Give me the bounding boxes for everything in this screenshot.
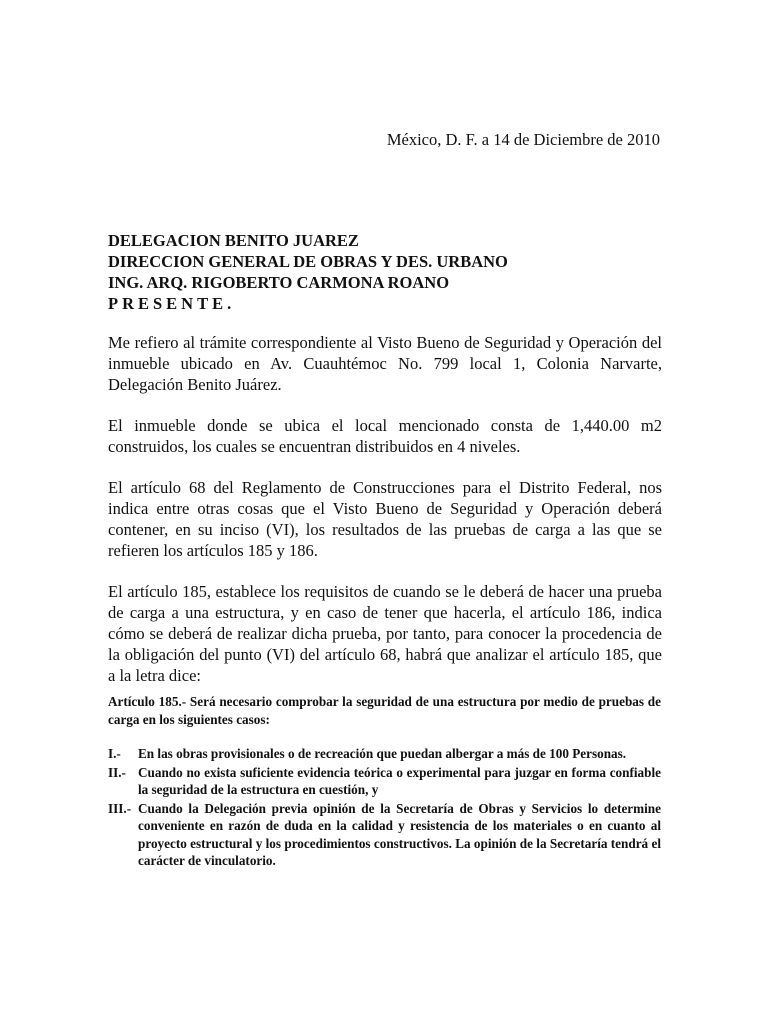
article-185-quote	[108, 693, 661, 871]
paragraph-3: El artículo 68 del Reglamento de Construcciones para el Distrito Federal, nos indica entre otras cosas que el Visto Bueno de Seguridad y Operación deberá contener, en su inciso (VI), los resultados de las pruebas de carga a las que se refieren los artículos 185 y 186.	[108, 478, 662, 560]
article-case-item	[108, 764, 661, 799]
case-number: III.-	[108, 800, 132, 816]
case-text: Cuando la Delegación previa opinión de la Secretaría de Obras y Servicios lo determine conveniente en razón de duda en la calidad y resistencia de los materiales o en cuanto al proyecto estructural y los procedimientos constructivos. La opinión de la Secretaría tendrá el carácter de vinculatorio.	[138, 800, 661, 868]
paragraph-1: Me refiero al trámite correspondiente al Visto Bueno de Seguridad y Operación del inmueble ubicado en Av. Cuauhtémoc No. 799 local 1, Colonia Narvarte, Delegación Benito Juárez.	[108, 333, 662, 394]
recipient-line-1: DELEGACION BENITO JUAREZ	[108, 231, 359, 250]
date-line: México, D. F. a 14 de Diciembre de 2010	[386, 130, 660, 149]
case-number: II.-	[108, 764, 126, 780]
letter-body	[108, 332, 662, 706]
recipient-line-3: ING. ARQ. RIGOBERTO CARMONA ROANO	[108, 273, 450, 292]
article-case-item	[108, 800, 661, 870]
recipient-block	[108, 230, 668, 314]
case-text: Cuando no exista suficiente evidencia teórica o experimental para juzgar en forma confiable la seguridad de la estructura en cuestión, y	[138, 764, 661, 797]
recipient-line-2: DIRECCION GENERAL DE OBRAS Y DES. URBANO	[108, 252, 508, 271]
paragraph-2: El inmueble donde se ubica el local mencionado consta de 1,440.00 m2 construidos, los cuales se encuentran distribuidos en 4 niveles.	[108, 416, 662, 456]
article-cases-list	[108, 745, 661, 870]
recipient-presente: PRESENTE.	[108, 294, 236, 313]
article-intro: Artículo 185.- Será necesario comprobar la seguridad de una estructura por medio de pruebas de carga en los siguientes casos:	[108, 694, 661, 727]
case-number: I.-	[108, 746, 121, 761]
case-text: En las obras provisionales o de recreación que puedan albergar a más de 100 Personas.	[138, 746, 627, 761]
paragraph-4: El artículo 185, establece los requisitos de cuando se le deberá de hacer una prueba de carga a una estructura, y en caso de tener que hacerla, el artículo 186, indica cómo se deberá de realizar dicha prueba, por tanto, para conocer la procedencia de la obligación del punto (VI) del artículo 68, habrá que analizar el artículo 185, que a la letra dice:	[108, 582, 662, 685]
article-case-item	[108, 745, 661, 763]
